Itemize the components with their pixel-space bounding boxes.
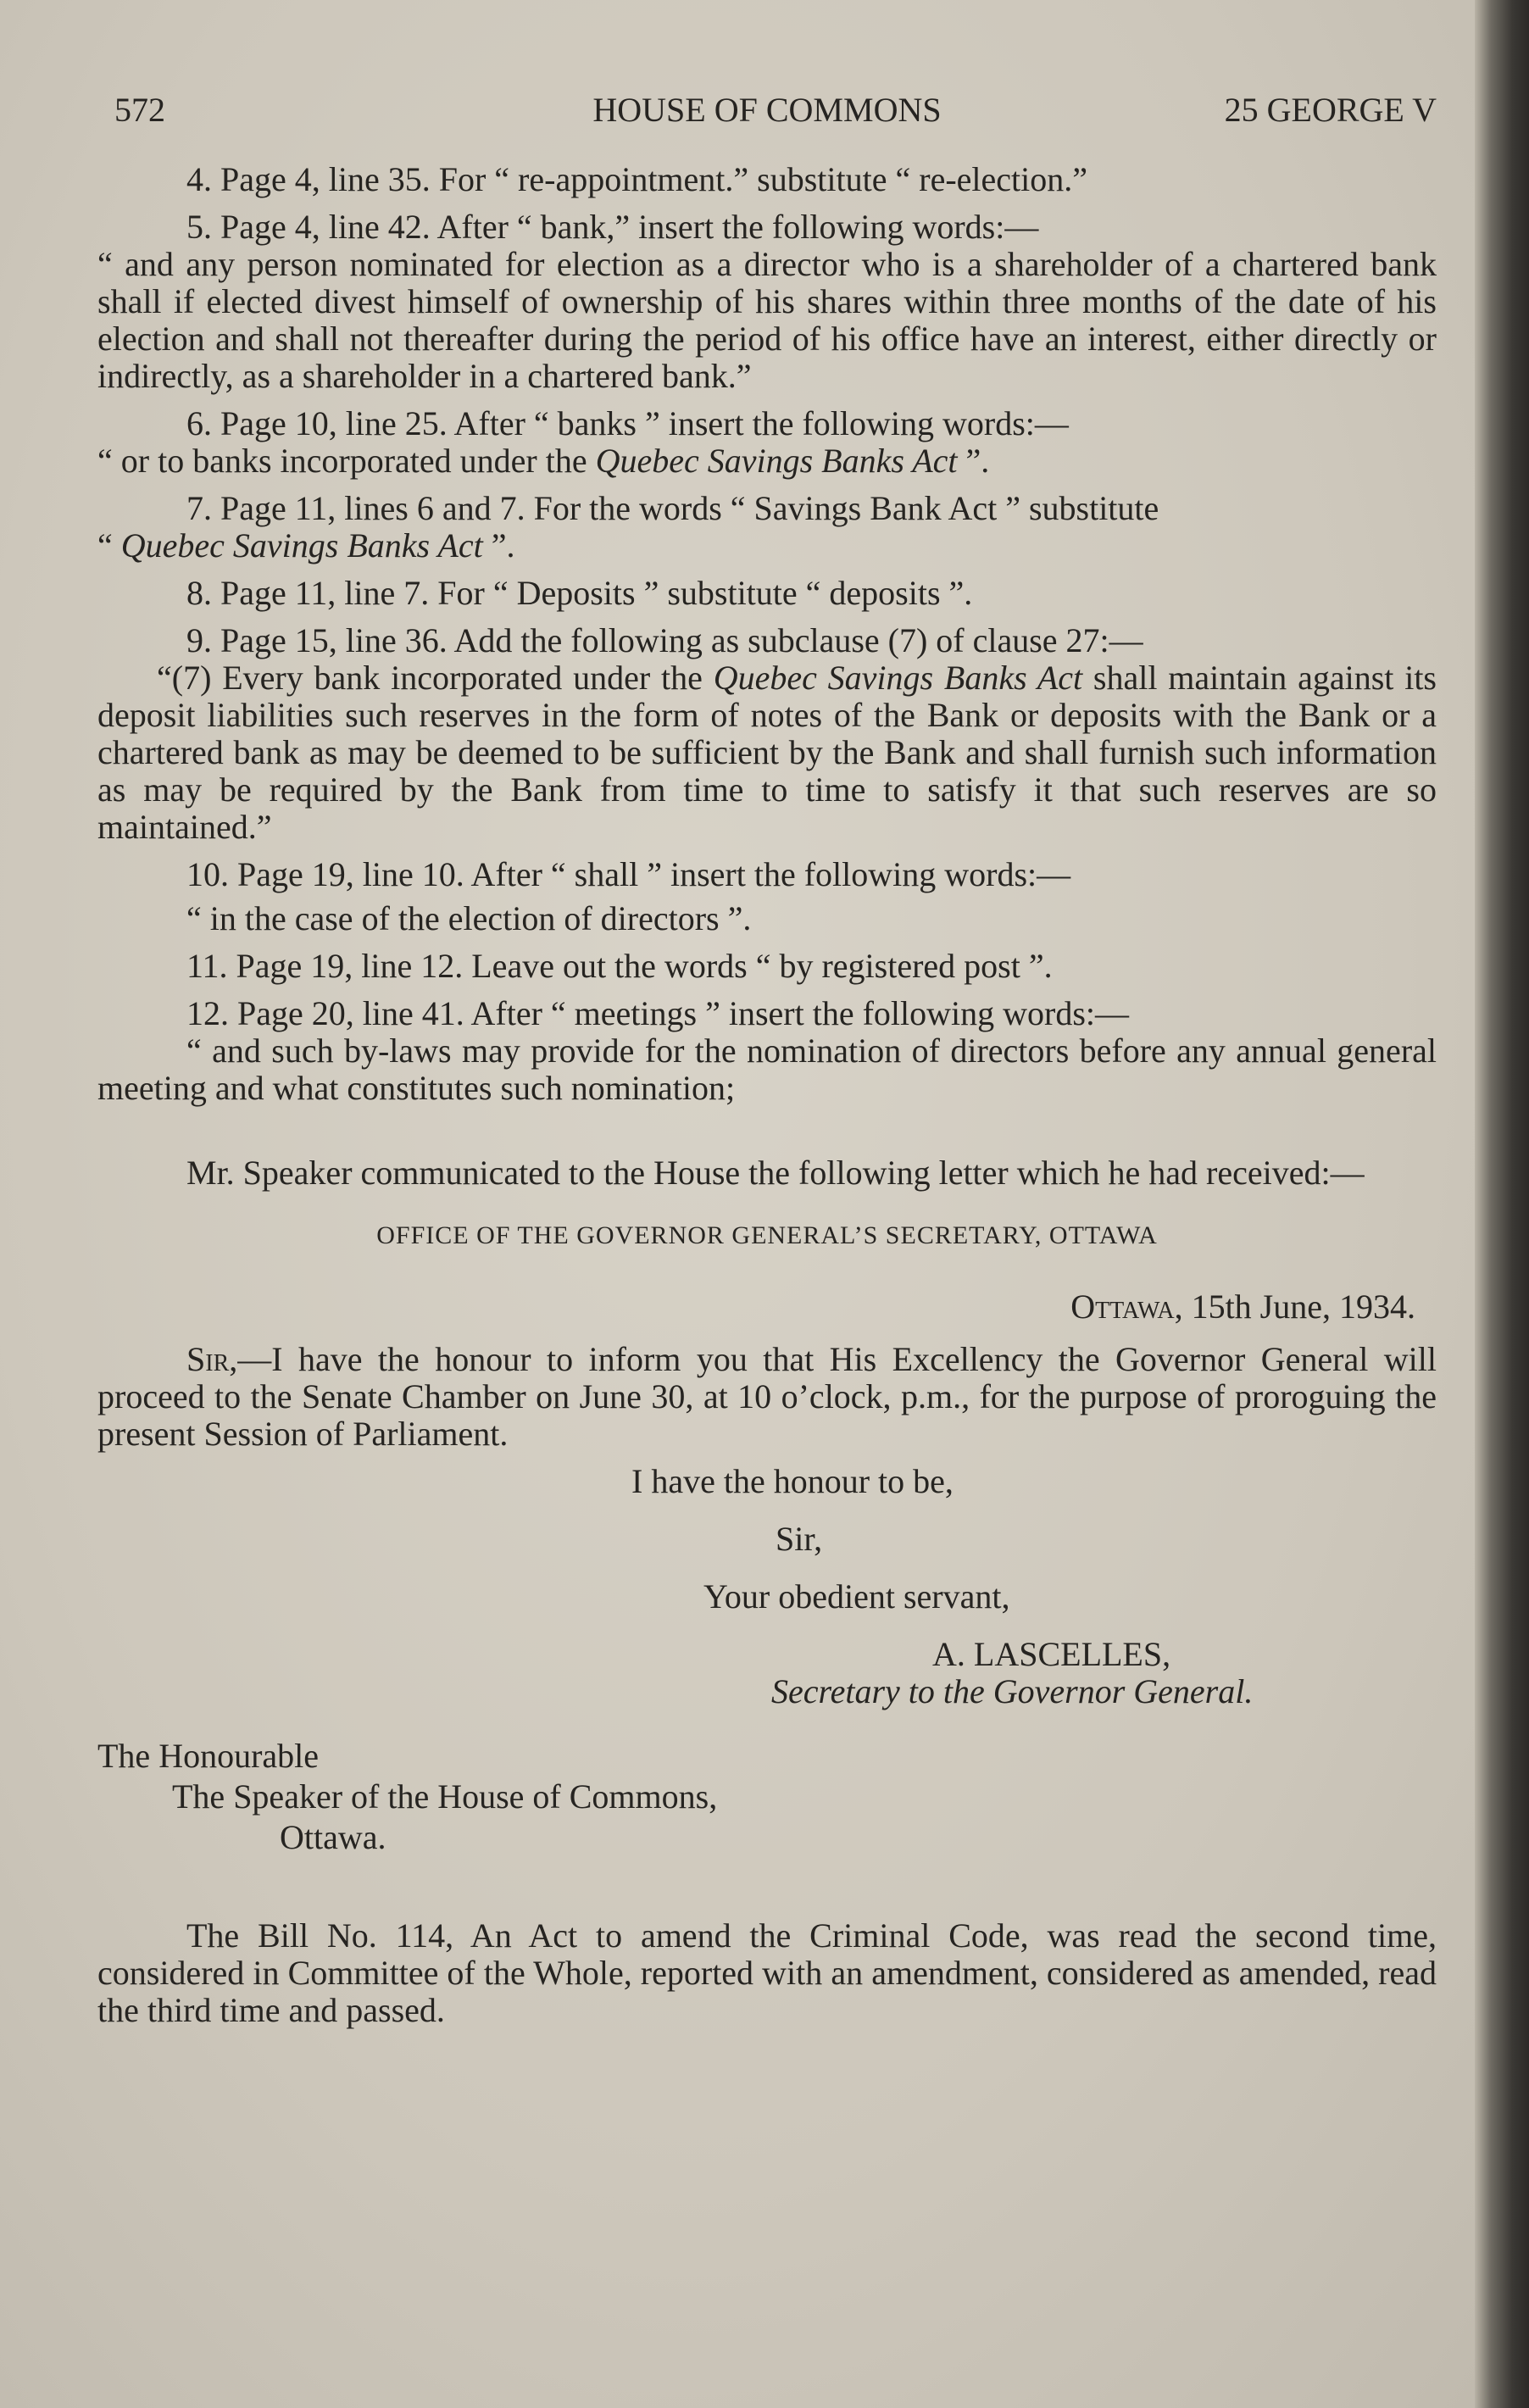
- closing-line-1: I have the honour to be,: [631, 1462, 954, 1500]
- letter-date: Ottawa, 15th June, 1934.: [1070, 1287, 1415, 1326]
- letter-body: Sir,—I have the honour to inform you that His Excellency the Governor General will proceed to the Senate Chamber on June 30, at 10 o’clock, p.m., for the purpose of proroguing the present Session of Parliament.: [97, 1340, 1437, 1453]
- speaker-intro: Mr. Speaker communicated to the House the following letter which he had received:—: [186, 1154, 1365, 1192]
- amendment-12: 12. Page 20, line 41. After “ meetings ” insert the following words:—: [186, 994, 1130, 1032]
- closing-line-2: Sir,: [776, 1520, 823, 1558]
- amendment-12-text: “ and such by-laws may provide for the nomination of directors before any annual general meeting and what constitutes such nomination;: [97, 1032, 1437, 1107]
- address-line-3: Ottawa.: [280, 1818, 386, 1856]
- address-line-1: The Honourable: [97, 1737, 320, 1775]
- amendment-9-text: “(7) Every bank incorporated under the Quebec Savings Banks Act shall maintain against its deposit liabilities such reserves in the form of notes of the Bank or deposits with the Bank or a chartered bank as may be deemed to be sufficient by the Bank and shall furnish such information as may be required by the Bank from time to time to satisfy it that such reserves are so maintained.”: [97, 659, 1437, 846]
- amendment-11: 11. Page 19, line 12. Leave out the words “ by registered post ”.: [186, 947, 1053, 985]
- amendment-10-text: “ in the case of the election of directors ”.: [186, 899, 752, 937]
- amendment-10: 10. Page 19, line 10. After “ shall ” insert the following words:—: [186, 855, 1071, 893]
- address-line-2: The Speaker of the House of Commons,: [172, 1777, 718, 1816]
- signature: A. LASCELLES,: [932, 1635, 1171, 1673]
- amendment-7-text: “ Quebec Savings Banks Act ”.: [97, 526, 515, 564]
- amendment-7: 7. Page 11, lines 6 and 7. For the words “ Savings Bank Act ” substitute: [186, 489, 1159, 527]
- closing-line-3: Your obedient servant,: [703, 1577, 1010, 1616]
- page-number: 572: [114, 91, 165, 129]
- regnal-year: 25 GEORGE V: [1224, 91, 1437, 129]
- journal-title: HOUSE OF COMMONS: [592, 91, 942, 129]
- running-header: [97, 92, 1437, 142]
- letter-closing: [97, 1463, 1437, 1710]
- signature-title: Secretary to the Governor General.: [771, 1672, 1254, 1710]
- letter-office-heading: OFFICE OF THE GOVERNOR GENERAL’S SECRETARY, OTTAWA: [376, 1221, 1158, 1249]
- amendment-6: 6. Page 10, line 25. After “ banks ” insert the following words:—: [186, 404, 1069, 442]
- amendment-5: 5. Page 4, line 42. After “ bank,” insert the following words:—: [186, 208, 1039, 246]
- letter-address: [97, 1736, 1437, 1858]
- amendment-5-text: “ and any person nominated for election as a director who is a shareholder of a chartered bank shall if elected divest himself of ownership of his shares within three months of the date of his election and shall not thereafter during the period of his office have an interest, either directly or indirectly, as a shareholder in a chartered bank.”: [97, 245, 1437, 395]
- page-content: [97, 92, 1437, 2039]
- amendment-8: 8. Page 11, line 7. For “ Deposits ” substitute “ deposits ”.: [186, 574, 973, 612]
- amendment-4: 4. Page 4, line 35. For “ re-appointment.” substitute “ re-election.”: [186, 160, 1088, 198]
- bill-paragraph: The Bill No. 114, An Act to amend the Criminal Code, was read the second time, considered in Committee of the Whole, reported with an amendment, considered as amended, read the third time and passed.: [97, 1916, 1437, 2029]
- amendment-9: 9. Page 15, line 36. Add the following as subclause (7) of clause 27:—: [186, 621, 1143, 659]
- book-binding-edge: [1475, 0, 1529, 2408]
- amendment-6-text: “ or to banks incorporated under the Quebec Savings Banks Act ”.: [97, 442, 990, 480]
